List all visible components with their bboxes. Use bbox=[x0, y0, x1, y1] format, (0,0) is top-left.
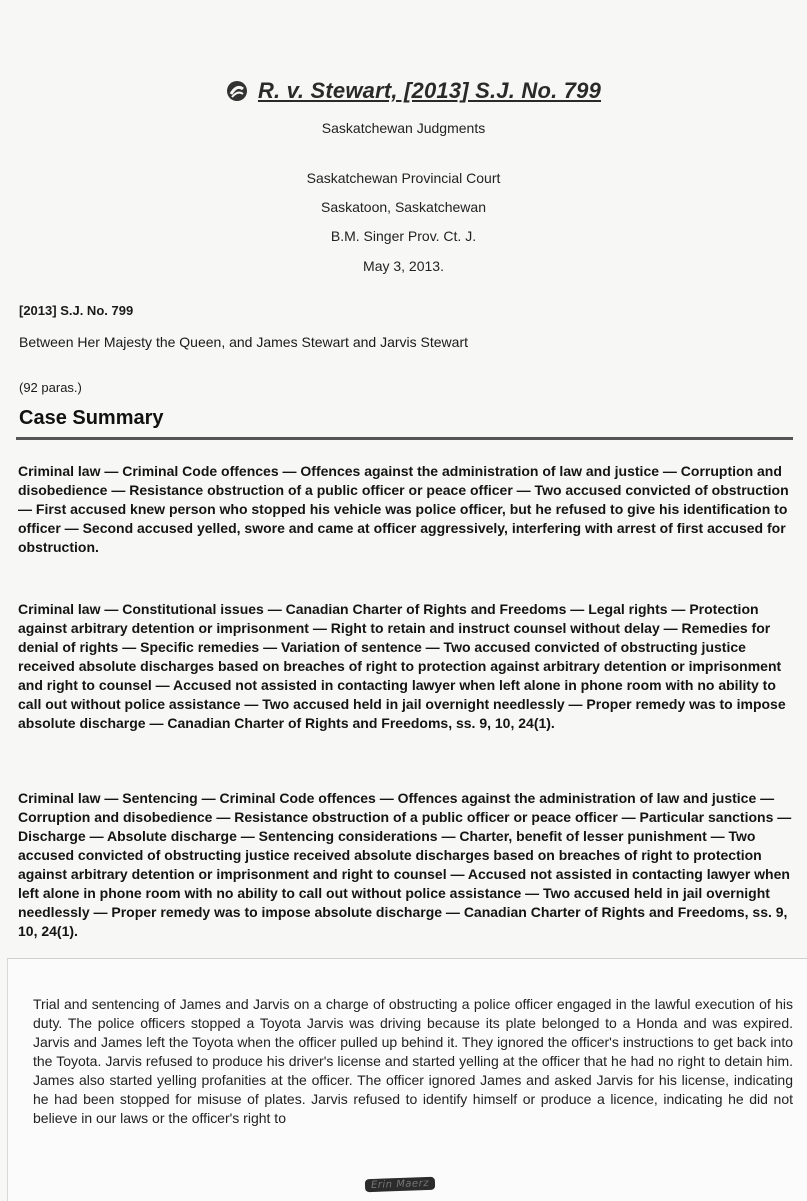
heading-divider bbox=[16, 437, 793, 440]
judgment-date: May 3, 2013. bbox=[363, 258, 444, 274]
case-title-row bbox=[20, 78, 807, 104]
case-body-text: Trial and sentencing of James and Jarvis on a charge of obstructing a police officer engaged in the lawful execution of his duty. The police officers stopped a Toyota Jarvis was driving because its plate belonged to a Honda and was expired. Jarvis and James left the Toyota when the officer pulled up behind it. They ignored the officer's instructions to get back into the Toyota. Jarvis refused to produce his driver's license and started yelling at the officer that he had no right to detain him. James also started yelling profanities at the officer. The officer ignored James and asked Jarvis for his license, indicating he had been stopped for misuse of plates. Jarvis refused to identify himself or produce a licence, indicating he did not believe in our laws or the officer's right to bbox=[33, 996, 793, 1126]
court-name: Saskatchewan Provincial Court bbox=[306, 170, 501, 186]
judge-name: B.M. Singer Prov. Ct. J. bbox=[330, 228, 477, 244]
paragraph-count: (92 paras.) bbox=[19, 380, 82, 395]
case-citation: [2013] S.J. No. 799 bbox=[19, 303, 134, 318]
case-summary-heading: Case Summary bbox=[19, 407, 164, 429]
summary-paragraph: Criminal law — Criminal Code offences — Offences against the administration of law and justice — Corruption and disobedience — Resistance obstruction of a public officer or peace officer — Two accused convicted of obstruction — First accused knew person who stopped his vehicle was police officer, but he refused to give his identification to officer — Second accused yelled, swore and came at officer aggressively, interfering with arrest of first accused for obstruction. bbox=[18, 463, 789, 555]
lexis-signal-icon bbox=[226, 80, 248, 102]
signature: Erin Maerz bbox=[365, 1177, 435, 1192]
case-title[interactable]: R. v. Stewart, [2013] S.J. No. 799 bbox=[257, 78, 602, 103]
summary-paragraph: Criminal law — Constitutional issues — Canadian Charter of Rights and Freedoms — Legal rights — Protection against arbitrary detention or imprisonment — Right to retain and instruct counsel without delay — Remedies for denial of rights — Specific remedies — Variation of sentence — Two accused convicted of obstructing justice received absolute discharges based on breaches of right to protection against arbitrary detention or imprisonment and right to counsel — Accused not assisted in contacting lawyer when left alone in phone room with no ability to call out without police assistance — Two accused held in jail overnight needlessly — Proper remedy was to impose absolute discharge — Canadian Charter of Rights and Freedoms, ss. 9, 10, 24(1). bbox=[18, 601, 786, 731]
case-parties: Between Her Majesty the Queen, and James Stewart and Jarvis Stewart bbox=[19, 334, 468, 350]
summary-paragraph: Criminal law — Sentencing — Criminal Code offences — Offences against the administration of law and justice — Corruption and disobedience — Resistance obstruction of a public officer or peace officer — Particular sanctions — Discharge — Absolute discharge — Sentencing considerations — Charter, benefit of lesser punishment — Two accused convicted of obstructing justice received absolute discharges based on breaches of right to protection against arbitrary detention or imprisonment and right to counsel — Accused not assisted in contacting lawyer when left alone in phone room with no ability to call out without police assistance — Two accused held in jail overnight needlessly — Proper remedy was to impose absolute discharge — Canadian Charter of Rights and Freedoms, ss. 9, 10, 24(1). bbox=[18, 790, 792, 939]
reporter-name: Saskatchewan Judgments bbox=[321, 120, 486, 136]
court-location: Saskatoon, Saskatchewan bbox=[321, 199, 486, 215]
case-header bbox=[0, 78, 807, 104]
